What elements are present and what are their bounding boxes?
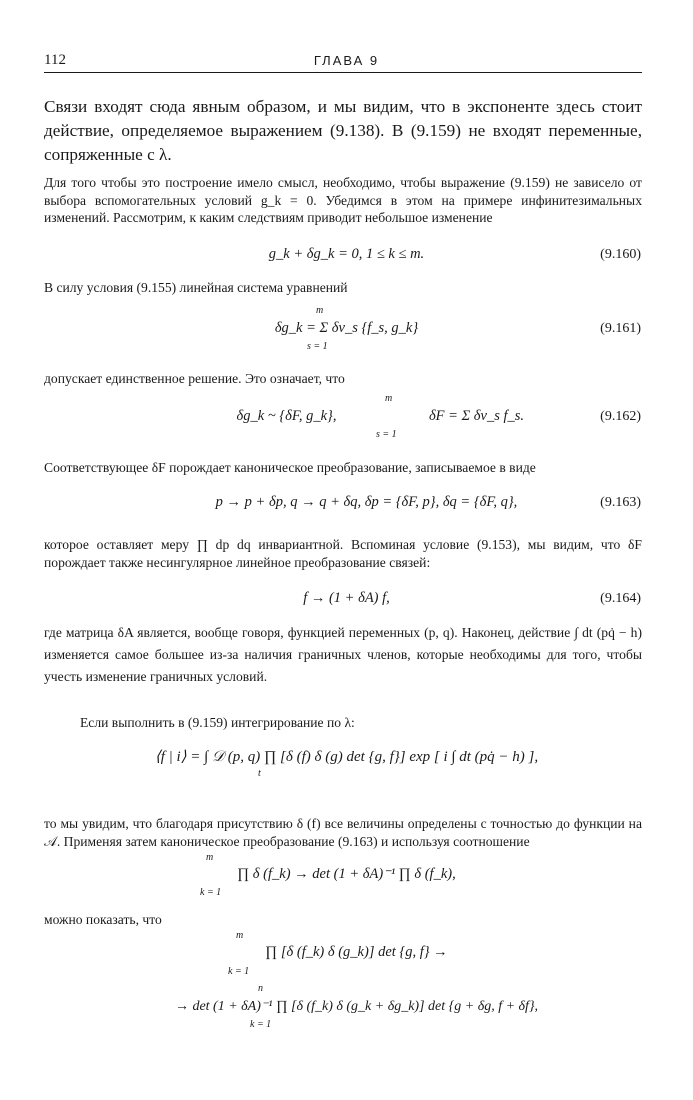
page-number: 112 [44,52,66,68]
equation-9-162-right: δF = Σ δv_s f_s. [428,408,525,424]
paragraph-9: можно показать, что [44,912,162,927]
product-upper-limit: m [206,852,214,863]
product-lower-limit: k = 1 [228,966,250,977]
sum-lower-limit: s = 1 [307,341,328,352]
equation-final-line-1: ∏ [δ (f_k) δ (g_k)] det {g, f} → [265,944,448,960]
intro-paragraph: Связи входят сюда явным образом, и мы видим, что в экспоненте здесь стоит действие, определяемое выражением (9.138). В (9.159) не входят переменные, сопряженные с λ. [44,97,642,164]
paragraph-5: которое оставляет меру ∏ dp dq инвариантной. Вспоминая условие (9.153), мы видим, что δF порождает также несингулярное линейное преобразование связей: [44,537,642,570]
equation-number-9-161: (9.161) [600,321,641,336]
equation-9-162-left: δg_k ~ {δF, g_k}, [236,408,337,424]
equation-final-line-2: → det (1 + δA)⁻¹ ∏ [δ (f_k) δ (g_k + δg_k)] det {g + δg, f + δf}, [174,999,539,1014]
equation-product-relation: ∏ δ (f_k) → det (1 + δA)⁻¹ ∏ δ (f_k), [237,866,456,882]
sum-upper-limit: m [385,393,393,404]
equation-number-9-162: (9.162) [600,409,641,424]
paragraph-3: допускает единственное решение. Это означает, что [44,371,345,386]
equation-number-9-163: (9.163) [600,495,641,510]
product-lower-limit: t [258,768,261,779]
sum-upper-limit: m [316,305,324,316]
sum-lower-limit: s = 1 [376,429,397,440]
paragraph-1: Для того чтобы это построение имело смысл, необходимо, чтобы выражение (9.159) не зависело от выбора вспомогательных условий g_k = 0. Убедимся в этом на примере инфинитезимальных изменений. Рассмотрим, к каким следствиям приводит небольшое изменение [44,175,642,225]
product-lower-limit: k = 1 [250,1019,272,1030]
equation-number-9-164: (9.164) [600,591,641,606]
equation-9-160: g_k + δg_k = 0, 1 ≤ k ≤ m. [268,246,425,262]
equation-9-161: δg_k = Σ δv_s {f_s, g_k} [274,320,419,336]
header-rule [44,72,642,73]
equation-9-164: f → (1 + δA) f, [303,590,390,606]
paragraph-8: то мы увидим, что благодаря присутствию δ (f) все величины определены с точностью до функции на 𝒜. Применяя затем каноническое преобразование (9.163) и используя соотношение [44,816,642,849]
running-header: ГЛАВА 9 [313,53,380,68]
equation-path-integral: ⟨f | i⟩ = ∫ 𝒟 (p, q) ∏ [δ (f) δ (g) det {g, f}] exp [ i ∫ dt (pq̇ − h) ], [154,749,539,765]
equation-number-9-160: (9.160) [600,247,641,262]
product-upper-limit: n [258,983,263,994]
paragraph-6: где матрица δA является, вообще говоря, функцией переменных (p, q). Наконец, действие ∫ dt (pq̇ − h) изменяется самое большее из-за наличия граничных членов, которые необходимы для того, чтобы учесть изменение граничных условий. [44,625,642,684]
equation-9-163: p → p + δp, q → q + δq, δp = {δF, p}, δq = {δF, q}, [215,494,518,510]
paragraph-4: Соответствующее δF порождает каноническое преобразование, записываемое в виде [44,460,536,475]
product-lower-limit: k = 1 [200,887,222,898]
paragraph-7: Если выполнить в (9.159) интегрирование по λ: [80,715,355,730]
paragraph-2: В силу условия (9.155) линейная система уравнений [44,280,348,295]
product-upper-limit: m [236,930,244,941]
